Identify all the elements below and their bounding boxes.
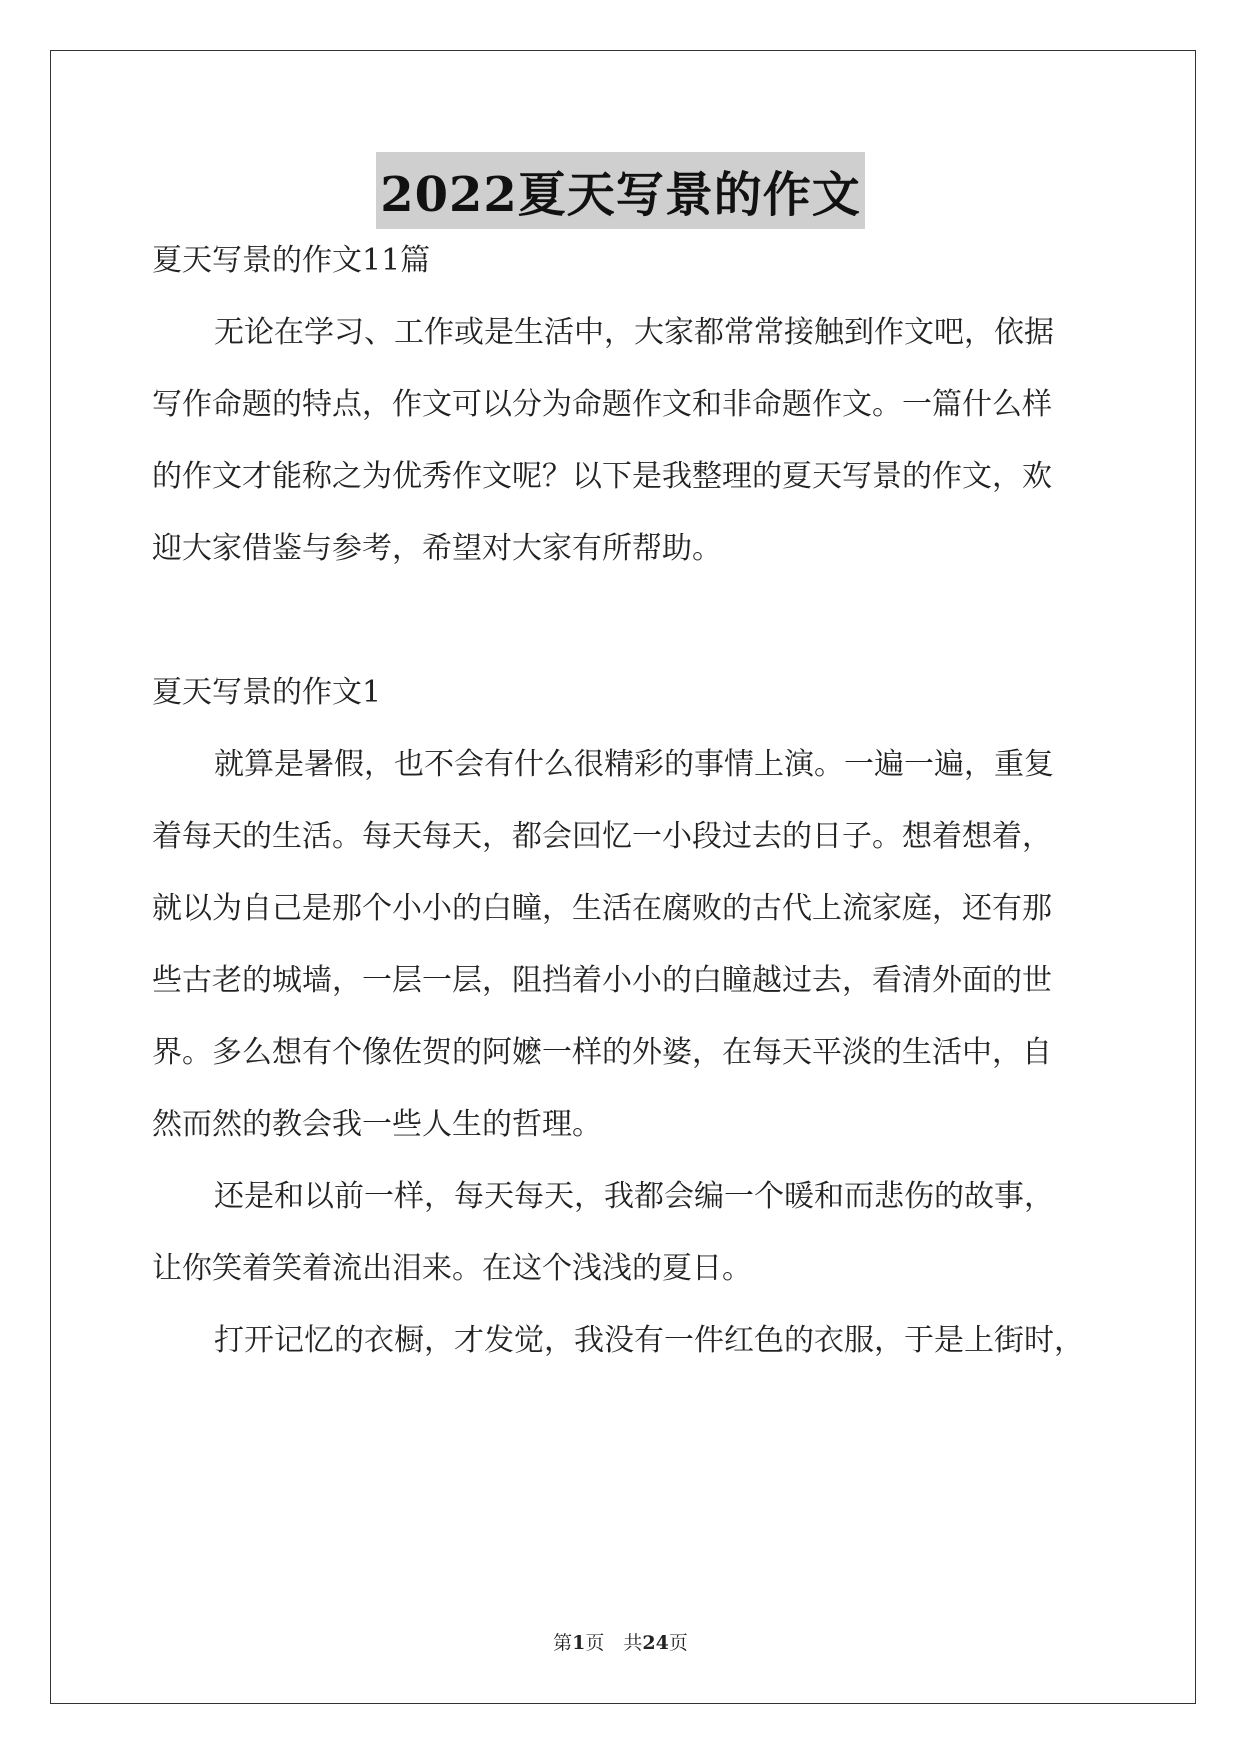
document-title: 2022夏天写景的作文 bbox=[376, 152, 865, 229]
intro-line-4: 迎大家借鉴与参考，希望对大家有所帮助。 bbox=[152, 531, 722, 566]
title-container bbox=[0, 152, 1241, 229]
intro-line-2: 写作命题的特点，作文可以分为命题作文和非命题作文。一篇什么样 bbox=[152, 387, 1052, 422]
para2-line-1: 还是和以前一样，每天每天，我都会编一个暖和而悲伤的故事， bbox=[214, 1179, 1054, 1214]
para3-line-1: 打开记忆的衣橱，才发觉，我没有一件红色的衣服，于是上街时， bbox=[214, 1323, 1084, 1358]
intro-line-3: 的作文才能称之为优秀作文呢？以下是我整理的夏天写景的作文，欢 bbox=[152, 459, 1052, 494]
para2-line-2: 让你笑着笑着流出泪来。在这个浅浅的夏日。 bbox=[152, 1251, 752, 1286]
footer-mid: 页 共 bbox=[585, 1632, 643, 1654]
page-footer bbox=[0, 1628, 1241, 1655]
para1-line-4: 些古老的城墙，一层一层，阻挡着小小的白瞳越过去，看清外面的世 bbox=[152, 963, 1052, 998]
section-heading: 夏天写景的作文1 bbox=[152, 675, 382, 710]
para1-line-1: 就算是暑假，也不会有什么很精彩的事情上演。一遍一遍，重复 bbox=[214, 747, 1054, 782]
para1-line-5: 界。多么想有个像佐贺的阿嬷一样的外婆，在每天平淡的生活中，自 bbox=[152, 1035, 1052, 1070]
page-border bbox=[50, 50, 1196, 1704]
intro-line-1: 无论在学习、工作或是生活中，大家都常常接触到作文吧，依据 bbox=[214, 315, 1054, 350]
para1-line-3: 就以为自己是那个小小的白瞳，生活在腐败的古代上流家庭，还有那 bbox=[152, 891, 1052, 926]
para1-line-6: 然而然的教会我一些人生的哲理。 bbox=[152, 1107, 602, 1142]
para1-line-2: 着每天的生活。每天每天，都会回忆一小段过去的日子。想着想着， bbox=[152, 819, 1052, 854]
footer-total-pages: 24 bbox=[642, 1632, 669, 1654]
footer-prefix: 第 bbox=[553, 1632, 573, 1654]
footer-page-number: 1 bbox=[572, 1632, 586, 1654]
footer-suffix: 页 bbox=[668, 1632, 688, 1654]
subtitle: 夏天写景的作文11篇 bbox=[152, 243, 431, 278]
